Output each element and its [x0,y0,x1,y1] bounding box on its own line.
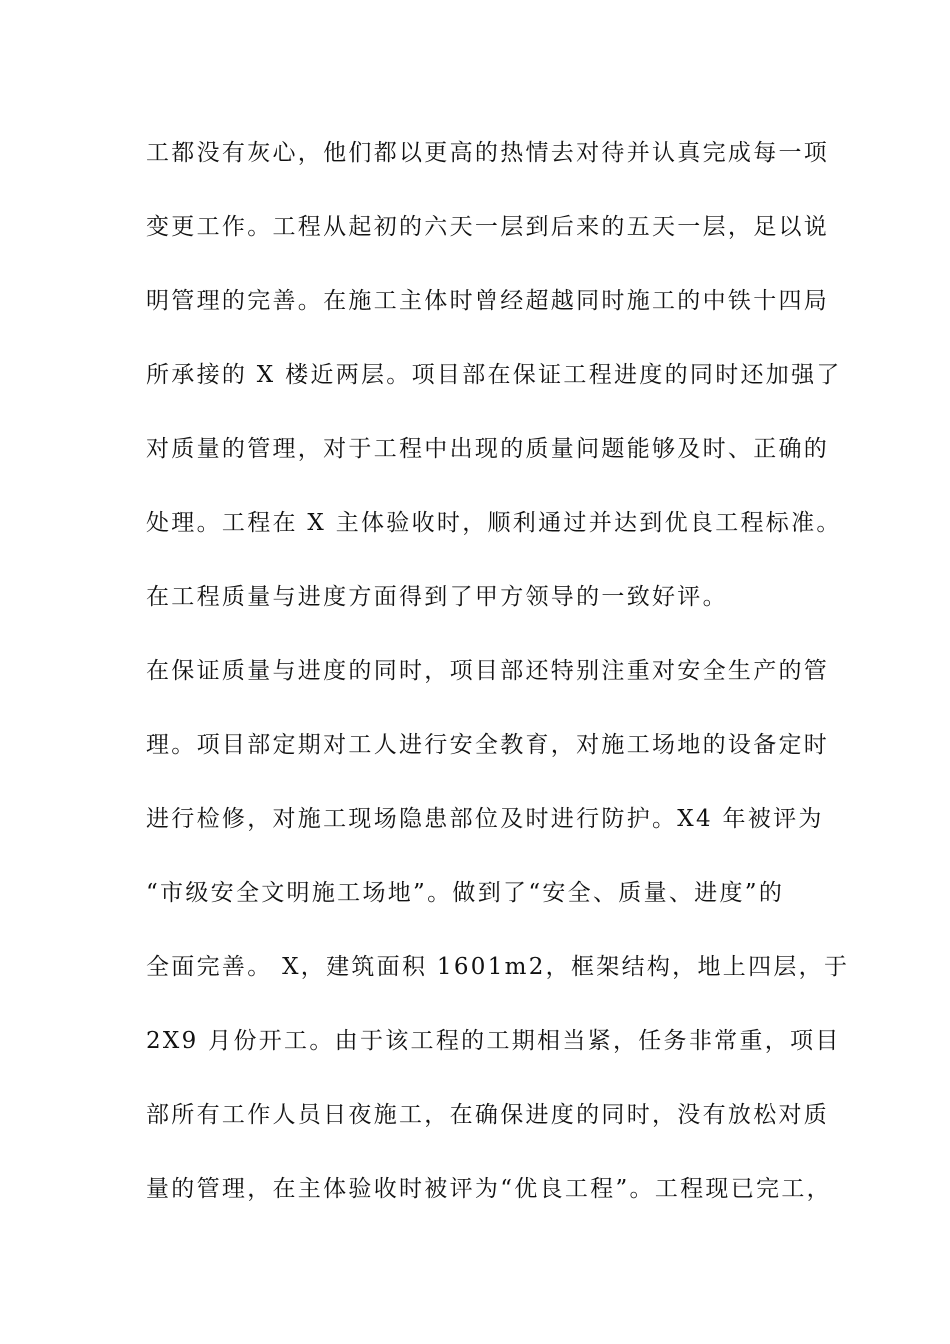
text-line: 所承接的 X 楼近两层。项目部在保证工程进度的同时还加强了 [146,362,842,388]
body-text [146,128,850,1238]
text-line: 全面完善。 X，建筑面积 1601m2，框架结构，地上四层，于 [146,954,850,980]
text-line: 理。项目部定期对工人进行安全教育，对施工场地的设备定时 [146,732,830,758]
text-line: 在工程质量与进度方面得到了甲方领导的一致好评。 [146,584,728,610]
text-line: 量的管理，在主体验收时被评为“优良工程”。工程现已完工， [146,1176,832,1202]
text-line: 在保证质量与进度的同时，项目部还特别注重对安全生产的管 [146,658,830,684]
text-line: “市级安全文明施工场地”。做到了“安全、质量、进度”的 [146,880,785,906]
text-line: 明管理的完善。在施工主体时曾经超越同时施工的中铁十四局 [146,288,830,314]
text-line: 对质量的管理，对于工程中出现的质量问题能够及时、正确的 [146,436,830,462]
text-line: 处理。工程在 X 主体验收时，顺利通过并达到优良工程标准。 [146,510,842,536]
text-line: 工都没有灰心，他们都以更高的热情去对待并认真完成每一项 [146,140,830,166]
text-line: 进行检修，对施工现场隐患部位及时进行防护。X4 年被评为 [146,806,824,832]
text-line: 变更工作。工程从起初的六天一层到后来的五天一层，足以说 [146,214,830,240]
text-line: 2X9 月份开工。由于该工程的工期相当紧，任务非常重，项目 [146,1028,841,1054]
text-line: 部所有工作人员日夜施工，在确保进度的同时，没有放松对质 [146,1102,830,1128]
